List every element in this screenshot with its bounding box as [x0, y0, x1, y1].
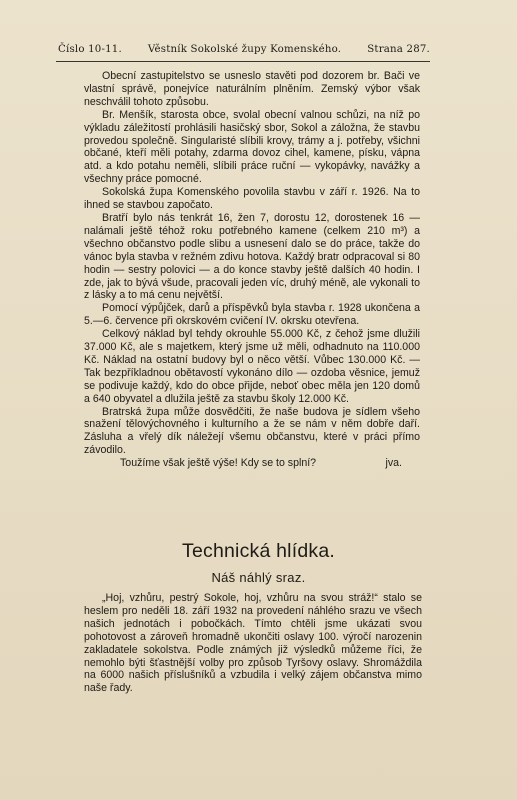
section-subheading: Náš náhlý sraz.	[211, 570, 306, 585]
closing-line	[84, 457, 420, 470]
paragraph-5: Pomocí výpůjček, darů a příspěvků byla stavba r. 1928 ukončena a 5.—6. července při okrskovém cvičení IV. okrsku otevřena.	[84, 302, 420, 328]
section-body	[84, 592, 422, 695]
paragraph-7: Bratrská župa může dosvědčiti, že naše budova je sídlem všeho snažení tělovýchovného i kulturního a že se nám v něm dobře daří. Zásluha a vřelý dík náležejí všemu občanstvu, které v práci přímo závodilo.	[84, 405, 420, 457]
section-paragraph: „Hoj, vzhůru, pestrý Sokole, hoj, vzhůru na svou stráž!“ stalo se heslem pro neděli 18. září 1932 na provedení náhlého srazu ve všech našich jednotách i pobočkách. Tímto chtěli jsme ukázati svou pohotovost a zároveň hromadně ukončiti oslavy 100. výročí narozenin zakladatele sokolstva. Podle známých již výsledků můžeme říci, že nemohlo býti šťastnější volby pro způsob Tyršovy oslavy. Shromáždila na 6000 našich příslušníků a vzbudila i velký zájem občanstva mimo naše řady.	[84, 592, 422, 695]
running-header	[58, 44, 430, 55]
paragraph-2: Br. Menšík, starosta obce, svolal obecní valnou schůzi, na níž po výkladu záležitostí prohlásili hasičský sbor, Sokol a záložna, že stavbu provedou společně. Singularisté slíbili krovy, trámy a j. potřeby, všichni občané, kteří měli potahy, zdarma dovoz cihel, kamene, písku, vápna atd. a kdo potahu neměli, slíbili práce ruční — vykopávky, navážky a všechny práce pomocné.	[84, 108, 420, 186]
author-signature: jva.	[385, 457, 402, 470]
paragraph-4: Bratří bylo nás tenkrát 16, žen 7, dorostu 12, dorostenek 16 — nalámali ještě téhož roku potřebného kamene (celkem 210 m³) a všechno občanstvo podle slibu a usnesení dalo se do práce, takže do vánoc byla stavba v režném zdivu hotova. Každý bratr odpracoval si 80 hodin — sestry polovici — a do konce stavby ještě dalších 40 hodin. I zde, jak to bývá všude, pracovali jeden víc, druhý méně, ale vykonali to z lásky a to má cenu největší.	[84, 211, 420, 302]
section-heading: Technická hlídka.	[182, 540, 335, 562]
header-rule	[56, 61, 430, 62]
page-number: Strana 287.	[367, 44, 430, 55]
paragraph-3: Sokolská župa Komenského povolila stavbu v září r. 1926. Na to ihned se stavbou započato.	[84, 186, 420, 212]
paragraph-1: Obecní zastupitelstvo se usneslo stavěti pod dozorem br. Bači ve vlastní správě, ponejvíce naturálním plněním. Zemský výbor však neschválil tohoto způsobu.	[84, 70, 420, 108]
closing-text: Toužíme však ještě výše! Kdy se to splní?	[120, 457, 317, 470]
article-body	[84, 70, 420, 470]
journal-title: Věstník Sokolské župy Komenského.	[147, 44, 342, 55]
paragraph-6: Celkový náklad byl tehdy okrouhle 55.000 Kč, z čehož jsme dlužili 37.000 Kč, ale s majetkem, který jsme už měli, odhadnuto na 110.000 Kč. Náklad na ostatní budovy byl o něco větší. Vůbec 130.000 Kč. — Tak bezpříkladnou obětavostí vykonáno dílo — ozdoba věsnice, jemuž se podivuje každý, kdo do obce přijde, neboť obec měla jen 120 domů a 640 obyvatel a dlužila ještě za stavbu školy 12.000 Kč.	[84, 328, 420, 405]
issue-number: Číslo 10-11.	[58, 44, 122, 55]
